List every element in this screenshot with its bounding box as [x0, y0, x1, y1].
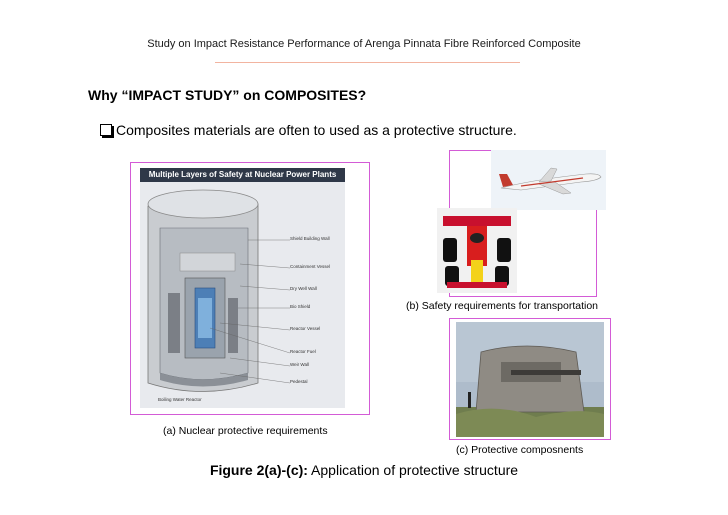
figure-caption	[0, 462, 728, 478]
nuclear-image-title: Multiple Layers of Safety at Nuclear Power Plants	[140, 168, 345, 182]
airplane-image	[491, 150, 606, 210]
label-dry-well-wall: Dry Well Wall	[290, 286, 317, 291]
label-containment-vessel: Containment Vessel	[290, 264, 331, 269]
page-header: Study on Impact Resistance Performance of Arenga Pinnata Fibre Reinforced Composite	[147, 38, 581, 50]
section-heading: Why “IMPACT STUDY” on COMPOSITES?	[88, 87, 367, 103]
race-car-icon	[437, 208, 517, 293]
label-weir-wall: Weir Wall	[290, 362, 309, 367]
nuclear-reactor-image	[140, 168, 345, 408]
caption-b: (b) Safety requirements for transportation	[406, 300, 599, 312]
bullet-item	[100, 122, 517, 138]
bunker-icon	[456, 322, 604, 437]
caption-a: (a) Nuclear protective requirements	[163, 425, 328, 437]
header-divider	[215, 62, 520, 63]
label-pedestal: Pedestal	[290, 379, 308, 384]
label-reactor-fuel: Reactor Fuel	[290, 349, 316, 354]
bullet-text: Composites materials are often to used as a protective structure.	[116, 122, 517, 138]
label-boiling-water-reactor: Boiling Water Reactor	[158, 397, 202, 402]
label-bio-shield: Bio Shield	[290, 304, 311, 309]
caption-c: (c) Protective composnents	[456, 444, 584, 456]
label-shield-building-wall: Shield Building Wall	[290, 236, 330, 241]
bunker-image	[456, 322, 604, 437]
figure-caption-text: Application of protective structure	[307, 462, 519, 478]
airplane-icon	[491, 150, 606, 210]
checkbox-bullet-icon	[100, 124, 112, 136]
label-reactor-vessel: Reactor Vessel	[290, 326, 321, 331]
figure-caption-label: Figure 2(a)-(c):	[209, 462, 308, 478]
race-car-image	[437, 208, 517, 293]
